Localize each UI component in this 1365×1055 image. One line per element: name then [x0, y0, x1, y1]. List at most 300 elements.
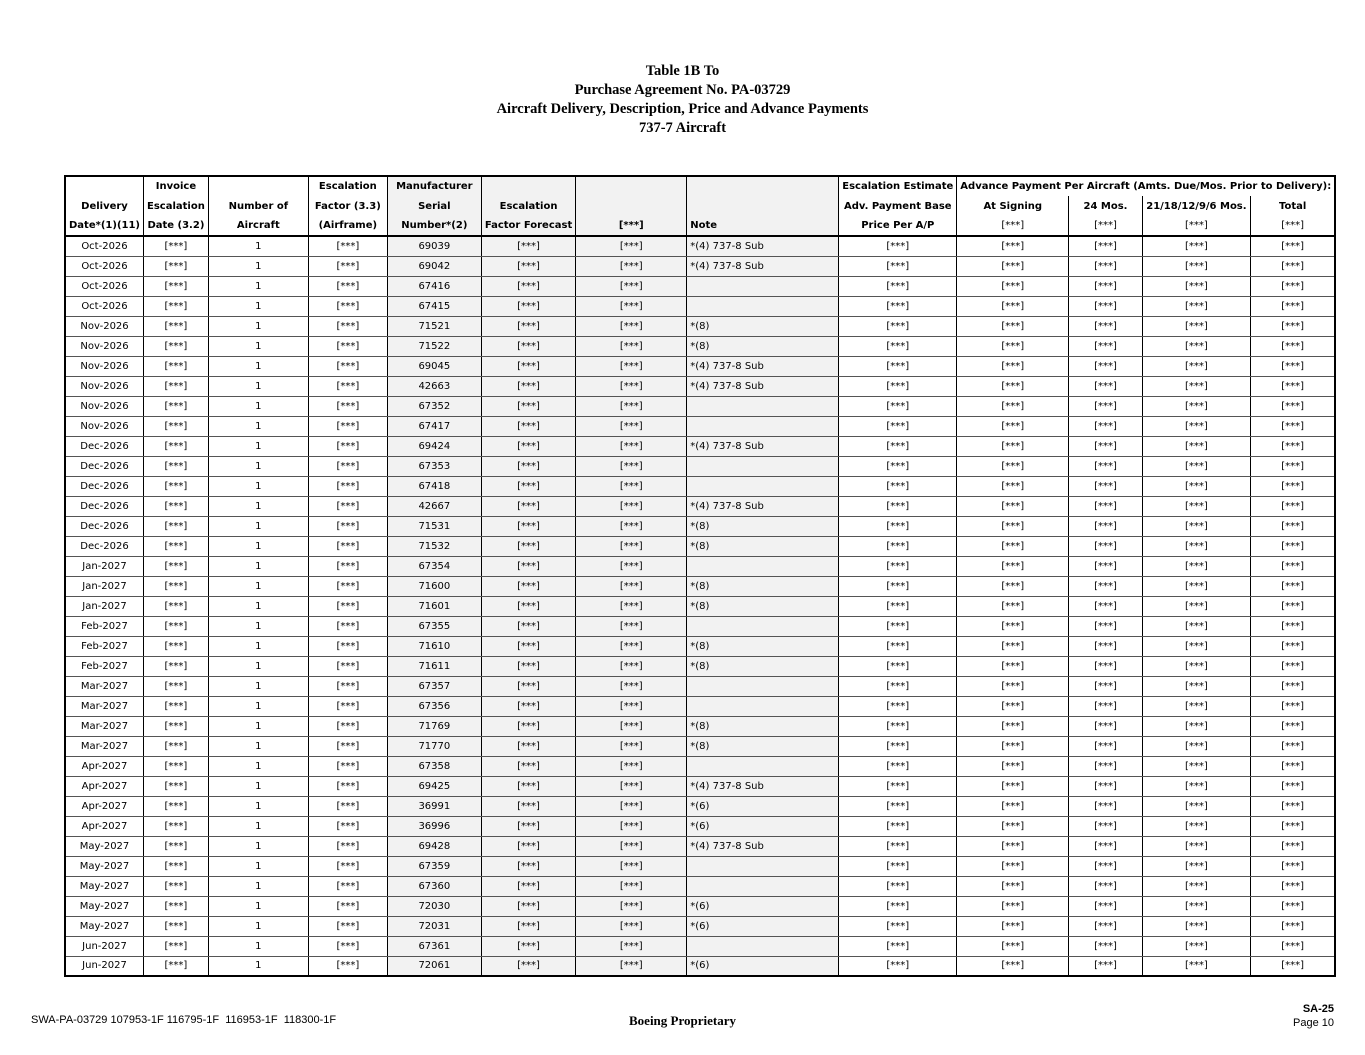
cell-serial-number: 72030: [387, 896, 481, 916]
cell-at-signing: [***]: [957, 936, 1069, 956]
cell-delivery-date: Apr-2027: [65, 816, 144, 836]
cell-note: *(4) 737-8 Sub: [687, 436, 839, 456]
cell-note: *(4) 737-8 Sub: [687, 376, 839, 396]
cell-escalation-estimate: [***]: [839, 336, 957, 356]
cell-escalation-forecast: [***]: [481, 516, 575, 536]
cell-total: [***]: [1251, 676, 1336, 696]
cell-24-mos: [***]: [1069, 876, 1143, 896]
cell-at-signing: [***]: [957, 656, 1069, 676]
cell-number-of-aircraft: 1: [208, 916, 308, 936]
cell-total: [***]: [1251, 716, 1336, 736]
cell-21-18-12-9-6-mos: [***]: [1142, 576, 1250, 596]
header-total-value: [***]: [1251, 216, 1336, 236]
cell-24-mos: [***]: [1069, 536, 1143, 556]
table-row: [65, 276, 1335, 296]
cell-escalation-factor: [***]: [308, 256, 387, 276]
cell-escalation-factor: [***]: [308, 676, 387, 696]
cell-21-18-12-9-6-mos: [***]: [1142, 896, 1250, 916]
cell-delivery-date: Mar-2027: [65, 716, 144, 736]
cell-serial-number: 71610: [387, 636, 481, 656]
cell-at-signing: [***]: [957, 756, 1069, 776]
cell-note: [687, 856, 839, 876]
footer-sa-number: SA-25: [1302, 1003, 1334, 1015]
cell-21-18-12-9-6-mos: [***]: [1142, 596, 1250, 616]
cell-number-of-aircraft: 1: [208, 616, 308, 636]
cell-escalation-factor: [***]: [308, 776, 387, 796]
table-row: [65, 876, 1335, 896]
cell-total: [***]: [1251, 296, 1336, 316]
cell-delivery-date: Jan-2027: [65, 576, 144, 596]
cell-24-mos: [***]: [1069, 936, 1143, 956]
cell-total: [***]: [1251, 696, 1336, 716]
cell-note: [687, 616, 839, 636]
cell-escalation-factor: [***]: [308, 236, 387, 256]
cell-delivery-date: Jan-2027: [65, 556, 144, 576]
cell-number-of-aircraft: 1: [208, 836, 308, 856]
cell-escalation-forecast: [***]: [481, 236, 575, 256]
table-row: [65, 296, 1335, 316]
cell-21-18-12-9-6-mos: [***]: [1142, 396, 1250, 416]
cell-at-signing: [***]: [957, 396, 1069, 416]
cell-at-signing: [***]: [957, 516, 1069, 536]
cell-redacted: [***]: [576, 596, 687, 616]
cell-redacted: [***]: [576, 736, 687, 756]
header-advance-payment-group: Advance Payment Per Aircraft (Amts. Due/Mos. Prior to Delivery):: [957, 176, 1335, 196]
cell-escalation-factor: [***]: [308, 636, 387, 656]
cell-delivery-date: Oct-2026: [65, 236, 144, 256]
cell-total: [***]: [1251, 556, 1336, 576]
cell-escalation-estimate: [***]: [839, 496, 957, 516]
cell-note: *(8): [687, 536, 839, 556]
document-title: [0, 62, 1365, 138]
cell-24-mos: [***]: [1069, 356, 1143, 376]
cell-21-18-12-9-6-mos: [***]: [1142, 916, 1250, 936]
header-serial: Serial: [387, 196, 481, 216]
cell-total: [***]: [1251, 516, 1336, 536]
cell-24-mos: [***]: [1069, 716, 1143, 736]
cell-24-mos: [***]: [1069, 836, 1143, 856]
cell-redacted: [***]: [576, 696, 687, 716]
table-row: [65, 956, 1335, 976]
table-row: [65, 616, 1335, 636]
cell-number-of-aircraft: 1: [208, 396, 308, 416]
cell-escalation-factor: [***]: [308, 576, 387, 596]
cell-total: [***]: [1251, 656, 1336, 676]
cell-delivery-date: Mar-2027: [65, 676, 144, 696]
cell-redacted: [***]: [576, 236, 687, 256]
cell-delivery-date: Jan-2027: [65, 596, 144, 616]
cell-total: [***]: [1251, 236, 1336, 256]
cell-redacted: [***]: [576, 336, 687, 356]
cell-escalation-forecast: [***]: [481, 476, 575, 496]
cell-total: [***]: [1251, 876, 1336, 896]
cell-total: [***]: [1251, 836, 1336, 856]
cell-at-signing: [***]: [957, 536, 1069, 556]
cell-serial-number: 71611: [387, 656, 481, 676]
cell-note: [687, 556, 839, 576]
cell-redacted: [***]: [576, 416, 687, 436]
cell-total: [***]: [1251, 336, 1336, 356]
cell-redacted: [***]: [576, 776, 687, 796]
cell-serial-number: 71522: [387, 336, 481, 356]
table-row: [65, 416, 1335, 436]
cell-delivery-date: May-2027: [65, 836, 144, 856]
cell-total: [***]: [1251, 796, 1336, 816]
cell-delivery-date: Feb-2027: [65, 636, 144, 656]
cell-invoice-escalation: [***]: [144, 436, 209, 456]
header-esc-forecast: [481, 176, 575, 196]
cell-redacted: [***]: [576, 796, 687, 816]
cell-invoice-escalation: [***]: [144, 856, 209, 876]
cell-delivery-date: Dec-2026: [65, 436, 144, 456]
cell-delivery-date: Nov-2026: [65, 416, 144, 436]
cell-escalation-forecast: [***]: [481, 256, 575, 276]
cell-serial-number: 71601: [387, 596, 481, 616]
cell-number-of-aircraft: 1: [208, 416, 308, 436]
cell-21-18-12-9-6-mos: [***]: [1142, 476, 1250, 496]
cell-at-signing: [***]: [957, 456, 1069, 476]
table-row: [65, 256, 1335, 276]
cell-note: *(8): [687, 576, 839, 596]
cell-21-18-12-9-6-mos: [***]: [1142, 316, 1250, 336]
table-row: [65, 356, 1335, 376]
cell-24-mos: [***]: [1069, 696, 1143, 716]
cell-escalation-factor: [***]: [308, 756, 387, 776]
cell-escalation-estimate: [***]: [839, 436, 957, 456]
cell-redacted: [***]: [576, 316, 687, 336]
cell-escalation-factor: [***]: [308, 696, 387, 716]
cell-delivery-date: Dec-2026: [65, 536, 144, 556]
cell-invoice-escalation: [***]: [144, 456, 209, 476]
cell-delivery-date: May-2027: [65, 876, 144, 896]
cell-serial-number: 67415: [387, 296, 481, 316]
cell-invoice-escalation: [***]: [144, 956, 209, 976]
cell-serial-number: 67359: [387, 856, 481, 876]
cell-number-of-aircraft: 1: [208, 676, 308, 696]
footer-proprietary: Boeing Proprietary: [629, 1013, 736, 1028]
table-row: [65, 636, 1335, 656]
cell-redacted: [***]: [576, 516, 687, 536]
table-row: [65, 336, 1335, 356]
cell-escalation-forecast: [***]: [481, 496, 575, 516]
cell-at-signing: [***]: [957, 616, 1069, 636]
cell-escalation-forecast: [***]: [481, 616, 575, 636]
cell-escalation-forecast: [***]: [481, 456, 575, 476]
cell-escalation-estimate: [***]: [839, 856, 957, 876]
cell-at-signing: [***]: [957, 336, 1069, 356]
cell-escalation-forecast: [***]: [481, 336, 575, 356]
cell-escalation-factor: [***]: [308, 896, 387, 916]
cell-escalation-estimate: [***]: [839, 476, 957, 496]
title-line-2: Purchase Agreement No. PA-03729: [574, 82, 791, 98]
cell-note: *(4) 737-8 Sub: [687, 776, 839, 796]
cell-escalation-forecast: [***]: [481, 356, 575, 376]
table-row: [65, 896, 1335, 916]
cell-invoice-escalation: [***]: [144, 376, 209, 396]
cell-escalation-estimate: [***]: [839, 316, 957, 336]
cell-escalation-factor: [***]: [308, 596, 387, 616]
cell-24-mos: [***]: [1069, 676, 1143, 696]
cell-redacted: [***]: [576, 556, 687, 576]
header-delivery: Delivery: [65, 196, 144, 216]
cell-21-18-12-9-6-mos: [***]: [1142, 276, 1250, 296]
cell-escalation-factor: [***]: [308, 956, 387, 976]
cell-at-signing: [***]: [957, 576, 1069, 596]
cell-escalation-forecast: [***]: [481, 296, 575, 316]
cell-total: [***]: [1251, 916, 1336, 936]
cell-escalation-forecast: [***]: [481, 656, 575, 676]
cell-21-18-12-9-6-mos: [***]: [1142, 856, 1250, 876]
cell-escalation-estimate: [***]: [839, 656, 957, 676]
cell-21-18-12-9-6-mos: [***]: [1142, 636, 1250, 656]
cell-24-mos: [***]: [1069, 416, 1143, 436]
cell-number-of-aircraft: 1: [208, 516, 308, 536]
cell-number-of-aircraft: 1: [208, 376, 308, 396]
cell-at-signing: [***]: [957, 876, 1069, 896]
cell-escalation-estimate: [***]: [839, 956, 957, 976]
cell-escalation-estimate: [***]: [839, 916, 957, 936]
cell-total: [***]: [1251, 636, 1336, 656]
cell-note: *(8): [687, 716, 839, 736]
cell-serial-number: 67354: [387, 556, 481, 576]
cell-note: *(8): [687, 316, 839, 336]
cell-serial-number: 69039: [387, 236, 481, 256]
cell-escalation-factor: [***]: [308, 476, 387, 496]
table-row: [65, 536, 1335, 556]
cell-21-18-12-9-6-mos: [***]: [1142, 736, 1250, 756]
cell-serial-number: 67361: [387, 936, 481, 956]
cell-escalation-estimate: [***]: [839, 296, 957, 316]
header-number: [208, 176, 308, 196]
cell-24-mos: [***]: [1069, 456, 1143, 476]
cell-24-mos: [***]: [1069, 956, 1143, 976]
cell-note: *(6): [687, 916, 839, 936]
cell-24-mos: [***]: [1069, 616, 1143, 636]
cell-note: *(4) 737-8 Sub: [687, 496, 839, 516]
cell-at-signing: [***]: [957, 796, 1069, 816]
cell-invoice-escalation: [***]: [144, 296, 209, 316]
cell-at-signing: [***]: [957, 776, 1069, 796]
cell-total: [***]: [1251, 476, 1336, 496]
cell-total: [***]: [1251, 536, 1336, 556]
cell-escalation-factor: [***]: [308, 736, 387, 756]
cell-number-of-aircraft: 1: [208, 316, 308, 336]
aircraft-delivery-table: [64, 175, 1336, 977]
cell-number-of-aircraft: 1: [208, 816, 308, 836]
cell-note: [687, 416, 839, 436]
cell-escalation-estimate: [***]: [839, 376, 957, 396]
cell-total: [***]: [1251, 936, 1336, 956]
cell-escalation-forecast: [***]: [481, 776, 575, 796]
cell-invoice-escalation: [***]: [144, 836, 209, 856]
cell-delivery-date: Oct-2026: [65, 256, 144, 276]
cell-delivery-date: Nov-2026: [65, 376, 144, 396]
cell-note: *(8): [687, 336, 839, 356]
cell-21-18-12-9-6-mos: [***]: [1142, 436, 1250, 456]
cell-delivery-date: Mar-2027: [65, 696, 144, 716]
cell-escalation-factor: [***]: [308, 496, 387, 516]
cell-21-18-12-9-6-mos: [***]: [1142, 656, 1250, 676]
cell-note: *(8): [687, 656, 839, 676]
cell-escalation-factor: [***]: [308, 396, 387, 416]
header-esc-estimate: Escalation Estimate: [839, 176, 957, 196]
cell-note: [687, 396, 839, 416]
header-redacted: [576, 176, 687, 196]
cell-escalation-forecast: [***]: [481, 896, 575, 916]
cell-at-signing: [***]: [957, 636, 1069, 656]
cell-escalation-factor: [***]: [308, 816, 387, 836]
cell-21-18-12-9-6-mos: [***]: [1142, 836, 1250, 856]
cell-serial-number: 69425: [387, 776, 481, 796]
cell-serial-number: 72061: [387, 956, 481, 976]
cell-24-mos: [***]: [1069, 476, 1143, 496]
cell-21-18-12-9-6-mos: [***]: [1142, 676, 1250, 696]
cell-note: [687, 876, 839, 896]
cell-24-mos: [***]: [1069, 656, 1143, 676]
cell-invoice-escalation: [***]: [144, 476, 209, 496]
cell-escalation-forecast: [***]: [481, 396, 575, 416]
table-row: [65, 436, 1335, 456]
cell-21-18-12-9-6-mos: [***]: [1142, 776, 1250, 796]
cell-redacted: [***]: [576, 456, 687, 476]
cell-21-18-12-9-6-mos: [***]: [1142, 336, 1250, 356]
cell-escalation-forecast: [***]: [481, 716, 575, 736]
cell-serial-number: 67418: [387, 476, 481, 496]
table-row: [65, 736, 1335, 756]
cell-total: [***]: [1251, 316, 1336, 336]
cell-number-of-aircraft: 1: [208, 776, 308, 796]
cell-at-signing: [***]: [957, 716, 1069, 736]
cell-24-mos: [***]: [1069, 856, 1143, 876]
cell-escalation-forecast: [***]: [481, 436, 575, 456]
cell-number-of-aircraft: 1: [208, 236, 308, 256]
cell-delivery-date: Oct-2026: [65, 276, 144, 296]
header-esc-forecast: Escalation: [481, 196, 575, 216]
table-row: [65, 576, 1335, 596]
cell-24-mos: [***]: [1069, 436, 1143, 456]
table-row: [65, 756, 1335, 776]
cell-redacted: [***]: [576, 636, 687, 656]
table-row: [65, 936, 1335, 956]
cell-redacted: [***]: [576, 756, 687, 776]
cell-invoice-escalation: [***]: [144, 596, 209, 616]
cell-note: *(4) 737-8 Sub: [687, 836, 839, 856]
header-note: Note: [687, 216, 839, 236]
cell-at-signing: [***]: [957, 376, 1069, 396]
table-row: [65, 476, 1335, 496]
cell-number-of-aircraft: 1: [208, 596, 308, 616]
cell-invoice-escalation: [***]: [144, 236, 209, 256]
cell-delivery-date: Dec-2026: [65, 516, 144, 536]
cell-at-signing: [***]: [957, 696, 1069, 716]
cell-serial-number: 71600: [387, 576, 481, 596]
cell-at-signing: [***]: [957, 896, 1069, 916]
cell-24-mos: [***]: [1069, 756, 1143, 776]
table-row: [65, 656, 1335, 676]
cell-24-mos: [***]: [1069, 816, 1143, 836]
cell-number-of-aircraft: 1: [208, 876, 308, 896]
cell-invoice-escalation: [***]: [144, 256, 209, 276]
cell-at-signing: [***]: [957, 836, 1069, 856]
cell-total: [***]: [1251, 416, 1336, 436]
cell-21-18-12-9-6-mos: [***]: [1142, 936, 1250, 956]
cell-escalation-forecast: [***]: [481, 696, 575, 716]
cell-number-of-aircraft: 1: [208, 496, 308, 516]
cell-escalation-forecast: [***]: [481, 956, 575, 976]
table-row: [65, 496, 1335, 516]
cell-note: [687, 936, 839, 956]
cell-number-of-aircraft: 1: [208, 736, 308, 756]
cell-redacted: [***]: [576, 896, 687, 916]
cell-escalation-factor: [***]: [308, 836, 387, 856]
cell-number-of-aircraft: 1: [208, 476, 308, 496]
cell-invoice-escalation: [***]: [144, 656, 209, 676]
cell-invoice-escalation: [***]: [144, 916, 209, 936]
cell-24-mos: [***]: [1069, 496, 1143, 516]
cell-number-of-aircraft: 1: [208, 276, 308, 296]
cell-escalation-factor: [***]: [308, 456, 387, 476]
cell-21-18-12-9-6-mos: [***]: [1142, 816, 1250, 836]
cell-escalation-estimate: [***]: [839, 716, 957, 736]
cell-invoice-escalation: [***]: [144, 736, 209, 756]
cell-escalation-forecast: [***]: [481, 756, 575, 776]
cell-serial-number: 67357: [387, 676, 481, 696]
cell-21-18-12-9-6-mos: [***]: [1142, 556, 1250, 576]
cell-total: [***]: [1251, 276, 1336, 296]
cell-number-of-aircraft: 1: [208, 256, 308, 276]
cell-total: [***]: [1251, 956, 1336, 976]
cell-24-mos: [***]: [1069, 296, 1143, 316]
cell-21-18-12-9-6-mos: [***]: [1142, 416, 1250, 436]
cell-escalation-estimate: [***]: [839, 416, 957, 436]
cell-invoice-escalation: [***]: [144, 716, 209, 736]
cell-note: *(6): [687, 816, 839, 836]
cell-escalation-factor: [***]: [308, 296, 387, 316]
cell-serial-number: 72031: [387, 916, 481, 936]
cell-invoice-escalation: [***]: [144, 356, 209, 376]
table-row: [65, 596, 1335, 616]
cell-serial-number: 69424: [387, 436, 481, 456]
cell-escalation-factor: [***]: [308, 536, 387, 556]
cell-escalation-factor: [***]: [308, 856, 387, 876]
cell-note: *(8): [687, 636, 839, 656]
table-row: [65, 316, 1335, 336]
cell-escalation-forecast: [***]: [481, 816, 575, 836]
cell-invoice-escalation: [***]: [144, 876, 209, 896]
cell-redacted: [***]: [576, 716, 687, 736]
footer-page-info: [1293, 1002, 1334, 1030]
cell-note: *(6): [687, 956, 839, 976]
cell-serial-number: 67355: [387, 616, 481, 636]
table-row: [65, 816, 1335, 836]
cell-escalation-estimate: [***]: [839, 896, 957, 916]
cell-serial-number: 71770: [387, 736, 481, 756]
table-row: [65, 376, 1335, 396]
cell-number-of-aircraft: 1: [208, 536, 308, 556]
cell-at-signing: [***]: [957, 236, 1069, 256]
cell-invoice-escalation: [***]: [144, 516, 209, 536]
cell-invoice-escalation: [***]: [144, 576, 209, 596]
cell-at-signing: [***]: [957, 496, 1069, 516]
cell-24-mos: [***]: [1069, 896, 1143, 916]
cell-number-of-aircraft: 1: [208, 436, 308, 456]
cell-total: [***]: [1251, 376, 1336, 396]
cell-at-signing: [***]: [957, 316, 1069, 336]
cell-at-signing: [***]: [957, 276, 1069, 296]
cell-delivery-date: Apr-2027: [65, 776, 144, 796]
cell-delivery-date: Oct-2026: [65, 296, 144, 316]
cell-invoice-escalation: [***]: [144, 936, 209, 956]
